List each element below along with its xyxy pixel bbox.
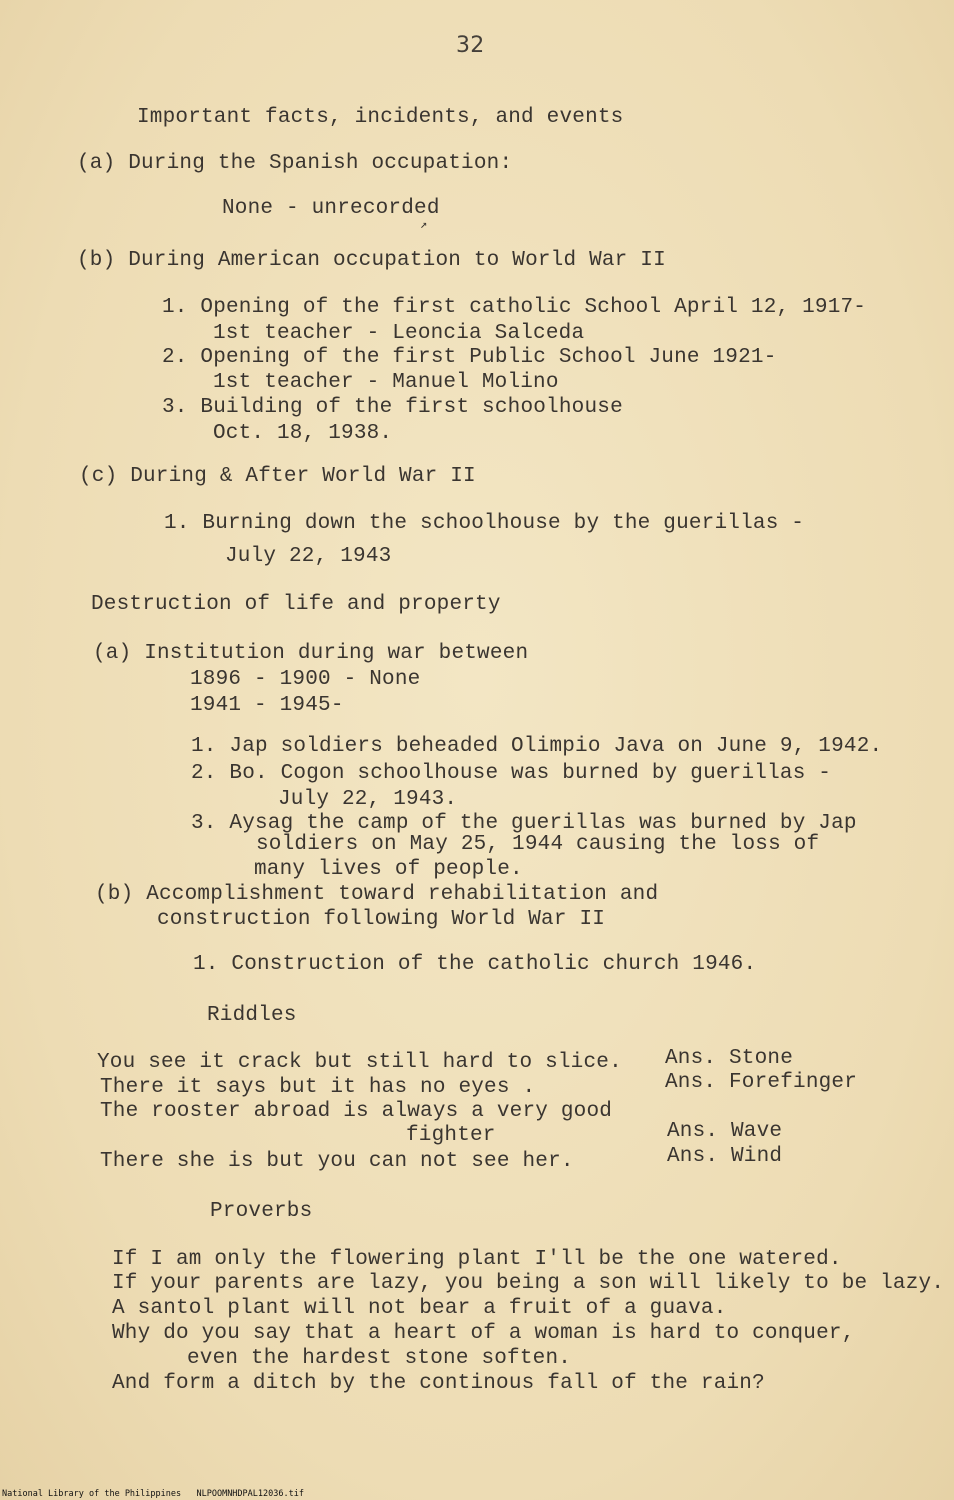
american-item-3-date: Oct. 18, 1938. [213,422,393,445]
rehab-label-1: (b) Accomplishment toward rehabilitation and [95,883,659,906]
riddle-question-2: There it says but it has no eyes . [100,1076,536,1099]
proverb-5: And form a ditch by the continous fall of the rain? [112,1372,765,1395]
institution-years-1: 1896 - 1900 - None [190,668,421,691]
footer-file-id: NLPOOMNHDPAL12036.tif [196,1489,304,1499]
wwii-item-1: 1. Burning down the schoolhouse by the guerillas - [164,512,805,535]
american-item-3: 3. Building of the first schoolhouse [162,396,623,419]
facts-heading: Important facts, incidents, and events [137,106,624,129]
american-item-2: 2. Opening of the first Public School June 1921- [162,346,777,369]
rehab-item-1: 1. Construction of the catholic church 1946. [193,953,757,976]
proverb-4-cont: even the hardest stone soften. [187,1347,572,1370]
proverb-3: A santol plant will not bear a fruit of a guava. [112,1297,727,1320]
riddle-answer-2: Ans. Forefinger [665,1071,858,1094]
riddle-answer-1: Ans. Stone [665,1047,794,1070]
wwii-item-1-date: July 22, 1943 [225,545,392,568]
rehab-label-2: construction following World War II [157,908,606,931]
riddle-question-1: You see it crack but still hard to slice. [97,1051,622,1074]
proverb-2: If your parents are lazy, you being a son will likely to be lazy. [112,1272,945,1295]
footer-library: National Library of the Philippines [2,1489,182,1499]
spanish-label: (a) During the Spanish occupation: [77,152,513,175]
riddle-question-3-cont: fighter [406,1124,496,1147]
wwii-label: (c) During & After World War II [79,465,476,488]
riddle-question-4: There she is but you can not see her. [100,1150,574,1173]
institution-item-2: 2. Bo. Cogon schoolhouse was burned by guerillas - [191,762,832,785]
riddles-heading: Riddles [207,1004,297,1027]
american-item-1-teacher: 1st teacher - Leoncia Salceda [213,322,585,345]
institution-years-2: 1941 - 1945- [190,694,344,717]
institution-label: (a) Institution during war between [93,642,529,665]
spanish-item: None - unrecorded [222,197,440,220]
proverb-1: If I am only the flowering plant I'll be the one watered. [112,1248,842,1271]
page-number: 32 [456,33,485,58]
institution-item-3: 3. Aysag the camp of the guerillas was burned by Jap [191,812,857,835]
riddle-question-3: The rooster abroad is always a very good [100,1100,613,1123]
proverbs-heading: Proverbs [210,1200,313,1223]
riddle-answer-4: Ans. Wind [667,1145,783,1168]
scan-footer [2,1489,304,1499]
american-item-1: 1. Opening of the first catholic School April 12, 1917- [162,296,867,319]
stray-mark: ↗ [420,218,428,232]
institution-item-2-date: July 22, 1943. [278,788,458,811]
riddle-answer-3: Ans. Wave [667,1120,783,1143]
proverb-4: Why do you say that a heart of a woman is hard to conquer, [112,1322,855,1345]
institution-item-1: 1. Jap soldiers beheaded Olimpio Java on June 9, 1942. [191,735,883,758]
institution-item-3-line3: many lives of people. [254,858,523,881]
american-item-2-teacher: 1st teacher - Manuel Molino [213,371,559,394]
institution-item-3-line2: soldiers on May 25, 1944 causing the loss of [256,833,820,856]
american-label: (b) During American occupation to World War II [77,249,666,272]
destruction-heading: Destruction of life and property [91,593,501,616]
